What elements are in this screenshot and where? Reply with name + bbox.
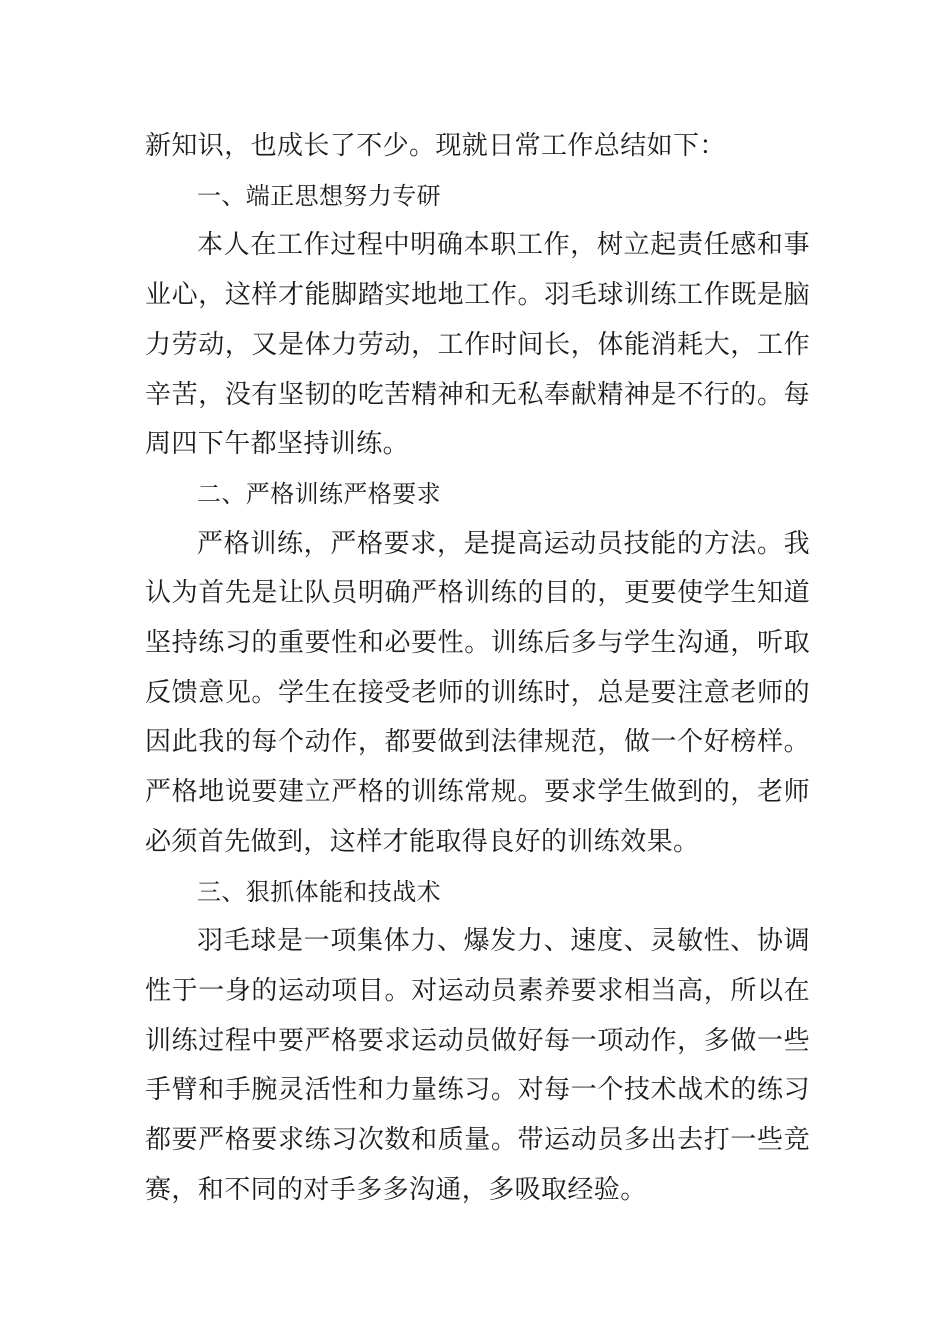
section-heading-2: 二、严格训练严格要求: [197, 479, 441, 508]
paragraph-section-2: 严格训练，严格要求，是提高运动员技能的方法。我认为首先是让队员明确严格训练的目的，更要使学生知道坚持练习的重要性和必要性。训练后多与学生沟通，听取反馈意见。学生在接受老师的训练时，总是要注意老师的因此我的每个动作，都要做到法律规范，做一个好榜样。严格地说要建立严格的训练常规。要求学生做到的，老师必须首先做到，这样才能取得良好的训练效果。: [145, 528, 810, 857]
paragraph-section-1: 本人在工作过程中明确本职工作，树立起责任感和事业心，这样才能脚踏实地地工作。羽毛球训练工作既是脑力劳动，又是体力劳动，工作时间长，体能消耗大，工作辛苦，没有坚韧的吃苦精神和无私奉献精神是不行的。每周四下午都坚持训练。: [145, 230, 810, 460]
paragraph-section-3: 羽毛球是一项集体力、爆发力、速度、灵敏性、协调性于一身的运动项目。对运动员素养要求相当高，所以在训练过程中要严格要求运动员做好每一项动作，多做一些手臂和手腕灵活性和力量练习。对每一个技术战术的练习都要严格要求练习次数和质量。带运动员多出去打一些竞赛，和不同的对手多多沟通，多吸取经验。: [145, 926, 810, 1205]
document-body: [145, 122, 810, 1215]
paragraph-continuation: 新知识，也成长了不少。现就日常工作总结如下：: [145, 131, 726, 161]
section-heading-1: 一、端正思想努力专研: [197, 181, 441, 210]
section-heading-3: 三、狠抓体能和技战术: [197, 877, 441, 906]
